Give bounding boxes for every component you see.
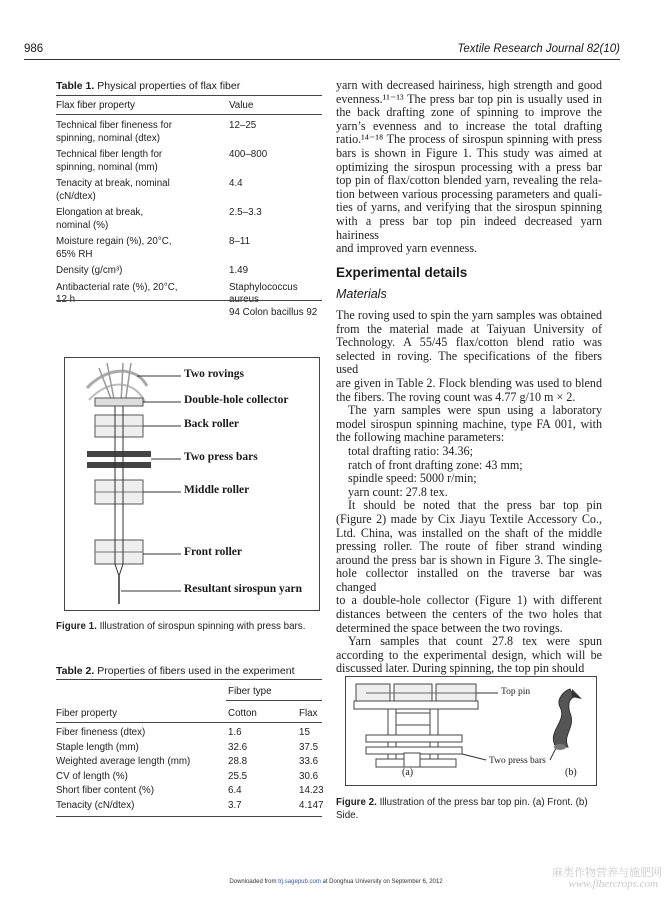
footer-link[interactable]: trj.sagepub.com bbox=[278, 879, 321, 885]
page-number: 986 bbox=[24, 43, 44, 55]
table1-property-cell: Density (g/cm³) bbox=[56, 265, 123, 276]
table1-property-cell: Antibacterial rate (%), 20°C, bbox=[56, 281, 178, 293]
table2-cotton-cell: 6.4 bbox=[228, 785, 242, 796]
table1-property-cell: nominal (%) bbox=[56, 219, 109, 231]
table2-bottom-rule bbox=[56, 816, 322, 817]
table2-row bbox=[56, 727, 329, 742]
fig1-label-back-roller: Back roller bbox=[184, 418, 240, 430]
table1-value-cell: Staphylococcus aureus bbox=[229, 281, 298, 305]
table2-group-header: Fiber type bbox=[228, 686, 272, 697]
table2-property-cell: Weighted average length (mm) bbox=[56, 756, 191, 767]
fig2-panel-b: (b) bbox=[565, 767, 577, 778]
fig1-label-rovings: Two rovings bbox=[184, 368, 244, 380]
table2-property-cell: Staple length (mm) bbox=[56, 741, 139, 753]
body-line: The roving used to spin the yarn samples was obtained bbox=[336, 308, 602, 322]
body-line: It should be noted that the press bar top pin bbox=[348, 498, 602, 513]
parameter-line: yarn count: 27.8 tex. bbox=[348, 484, 448, 499]
table2-property-cell: Tenacity (cN/dtex) bbox=[56, 799, 135, 811]
intro-paragraph-end bbox=[336, 79, 602, 256]
body-line: yarn’s evenness and to increase the total drafting bbox=[336, 118, 602, 133]
table1-property-cell: Technical fiber length for bbox=[56, 149, 163, 160]
body-line: with a press bar top pin indeed decreased yarn hairiness bbox=[336, 213, 602, 242]
body-line: tion between various processing parameters and quali- bbox=[336, 186, 602, 201]
body-line: top pin of flax/cotton blended yarn, revealing the rela- bbox=[336, 173, 602, 188]
table1-property-cell: 65% RH bbox=[56, 248, 93, 260]
table2-cotton-cell: 1.6 bbox=[228, 727, 242, 738]
table2-property-cell: CV of length (%) bbox=[56, 770, 128, 782]
table2-flax-cell: 37.5 bbox=[299, 741, 319, 753]
journal-header: Textile Research Journal 82(10) bbox=[457, 43, 620, 55]
download-footer: Downloaded from trj.sagepub.com at Donghua University on September 6, 2012 bbox=[229, 879, 443, 885]
table1-bottom-rule bbox=[56, 300, 322, 301]
table2-row bbox=[56, 785, 329, 800]
table1-value-cell: 94 Colon bacillus 92 bbox=[229, 306, 318, 318]
table1-top-rule bbox=[56, 95, 322, 96]
figure2-caption: Figure 2. Illustration of the press bar top pin. (a) Front. (b) Side. bbox=[336, 797, 588, 821]
body-line: distances between the centers of the two holes that bbox=[336, 607, 602, 622]
fig1-label-front-roller: Front roller bbox=[184, 546, 243, 558]
table2-cotton-cell: 32.6 bbox=[228, 741, 248, 753]
table1-header-value: Value bbox=[229, 100, 254, 111]
fig1-label-yarn: Resultant sirospun yarn bbox=[184, 583, 303, 595]
section-title: Experimental details bbox=[336, 265, 468, 280]
fig2-panel-a: (a) bbox=[402, 767, 414, 778]
table2-cotton-cell: 28.8 bbox=[228, 756, 248, 767]
table2-header-rule bbox=[56, 722, 322, 723]
watermark-chinese: 麻类作物营养与施肥网 bbox=[552, 866, 662, 879]
body-line: optimizing the sirospun processing with a press bar bbox=[336, 159, 602, 174]
body-line: around the press bar is shown in Figure 3. The single- bbox=[336, 552, 602, 567]
fig1-label-middle-roller: Middle roller bbox=[184, 484, 250, 496]
table1-row bbox=[56, 149, 324, 178]
body-line: determined the space between the two rovings. bbox=[336, 620, 563, 635]
table2-header-property: Fiber property bbox=[56, 708, 117, 719]
figure1-frame bbox=[64, 357, 320, 611]
figure2-diagram bbox=[346, 677, 596, 785]
watermark-url: www.fibercrops.com bbox=[568, 878, 658, 890]
table1-property-cell: Tenacity at break, nominal bbox=[56, 178, 170, 189]
table1-value-cell: 8–11 bbox=[229, 236, 251, 247]
table1-property-cell: spinning, nominal (mm) bbox=[56, 161, 158, 173]
table2-cotton-cell: 3.7 bbox=[228, 799, 242, 811]
table1-header-rule bbox=[56, 114, 322, 115]
body-line: the back drafting zone of spinning to improve the bbox=[336, 105, 602, 120]
table1-caption: Table 1. Physical properties of flax fiber bbox=[56, 80, 241, 92]
table2-flax-cell: 33.6 bbox=[299, 756, 319, 767]
header-rule bbox=[24, 59, 620, 60]
table2-flax-cell: 4.147 bbox=[299, 799, 324, 811]
body-line: the fibers. The roving count was 4.77 g/10 m × 2. bbox=[336, 389, 576, 404]
body-line: yarn with decreased hairiness, high strength and good bbox=[336, 78, 602, 92]
body-line: Ltd. China, was installed on the shaft of the middle bbox=[336, 525, 602, 540]
body-line: The yarn samples were spun using a laboratory bbox=[348, 403, 602, 418]
table1-value-cell: 1.49 bbox=[229, 265, 249, 276]
body-line: Technology. A 55/45 flax/cotton blend ratio was bbox=[336, 335, 602, 350]
parameter-line: total drafting ratio: 34.36; bbox=[348, 443, 473, 458]
table1-property-cell: spinning, nominal (dtex) bbox=[56, 132, 161, 144]
table2-cotton-cell: 25.5 bbox=[228, 770, 248, 782]
table1-row bbox=[56, 265, 324, 282]
table1-property-cell: (cN/dtex) bbox=[56, 190, 96, 202]
body-line: evenness.¹¹⁻¹³ The press bar top pin is usually used in bbox=[336, 91, 602, 106]
table2-group-rule bbox=[226, 700, 322, 701]
fig2-label-press-bars: Two press bars bbox=[489, 756, 546, 766]
subsection-title: Materials bbox=[336, 287, 387, 301]
table2-row bbox=[56, 742, 329, 757]
table2-row bbox=[56, 800, 329, 815]
table1-body bbox=[56, 120, 324, 319]
body-line: and improved yarn evenness. bbox=[336, 241, 478, 256]
body-line: bars is shown in Figure 1. This study was aimed at bbox=[336, 145, 602, 160]
body-line: according to the experimental design, which will be bbox=[336, 647, 602, 662]
table2-top-rule bbox=[56, 679, 322, 680]
table1-property-cell: Moisture regain (%), 20°C, bbox=[56, 236, 172, 247]
body-line: ratio.¹⁴⁻¹⁸ The process of sirospun spinning with press bbox=[336, 132, 602, 147]
body-line: hole collector installed on the traverse bar was changed bbox=[336, 566, 602, 594]
body-line: the following machine parameters: bbox=[336, 430, 505, 445]
table1-value-cell: 2.5–3.3 bbox=[229, 207, 262, 218]
table1-property-cell: 12 h bbox=[56, 294, 76, 305]
fig1-label-press-bars: Two press bars bbox=[184, 451, 258, 463]
parameter-line: ratch of front drafting zone: 43 mm; bbox=[348, 457, 523, 472]
table2-row bbox=[56, 756, 329, 771]
table1-property-cell: Elongation at break, bbox=[56, 207, 144, 218]
table2-row bbox=[56, 771, 329, 786]
table1-value-cell: 12–25 bbox=[229, 120, 257, 131]
body-line: (Figure 2) made by Cix Jiayu Textile Accessory Co., bbox=[336, 511, 602, 526]
body-line: discussed later. During spinning, the top pin should bbox=[336, 661, 585, 676]
parameter-line: spindle speed: 5000 r/min; bbox=[348, 471, 477, 486]
body-line: selected in roving. The specifications of the fibers used bbox=[336, 348, 602, 377]
figure2-frame bbox=[345, 676, 597, 786]
table1-row bbox=[56, 178, 324, 207]
body-line: from the material made at Taiyuan University of bbox=[336, 321, 602, 336]
table1-row bbox=[56, 120, 324, 149]
body-line: model sirospun spinning machine, type FA 001, with bbox=[336, 416, 602, 431]
table1-row bbox=[56, 236, 324, 265]
table1-value-cell: 4.4 bbox=[229, 178, 243, 189]
table2-header-cotton: Cotton bbox=[228, 708, 257, 719]
table2-flax-cell: 15 bbox=[299, 727, 310, 738]
table2-flax-cell: 14.23 bbox=[299, 785, 324, 796]
body-line: to a double-hole collector (Figure 1) with different bbox=[336, 593, 602, 608]
body-line: pressing roller. The route of fiber strand winding bbox=[336, 539, 602, 554]
table1-header-property: Flax fiber property bbox=[56, 100, 135, 111]
table1-row bbox=[56, 207, 324, 236]
materials-paragraph bbox=[336, 309, 602, 676]
table2-property-cell: Short fiber content (%) bbox=[56, 785, 155, 796]
table1-property-cell: Technical fiber fineness for bbox=[56, 120, 172, 131]
table2-caption: Table 2. Properties of fibers used in the experiment bbox=[56, 665, 295, 677]
table2-body bbox=[56, 727, 329, 814]
body-line: ties of yarns, and verifying that the sirospun spinning bbox=[336, 200, 602, 215]
fig1-label-collector: Double-hole collector bbox=[184, 394, 289, 406]
table2-header-flax: Flax bbox=[299, 708, 318, 719]
body-line: Yarn samples that count 27.8 tex were spun bbox=[348, 634, 602, 649]
table2-property-cell: Fiber fineness (dtex) bbox=[56, 727, 146, 738]
body-line: are given in Table 2. Flock blending was used to blend bbox=[336, 375, 602, 390]
table1-value-cell: 400–800 bbox=[229, 149, 268, 160]
figure1-caption: Figure 1. Illustration of sirospun spinning with press bars. bbox=[56, 621, 306, 632]
table2-flax-cell: 30.6 bbox=[299, 770, 319, 782]
fig2-label-top-pin: Top pin bbox=[501, 687, 531, 697]
